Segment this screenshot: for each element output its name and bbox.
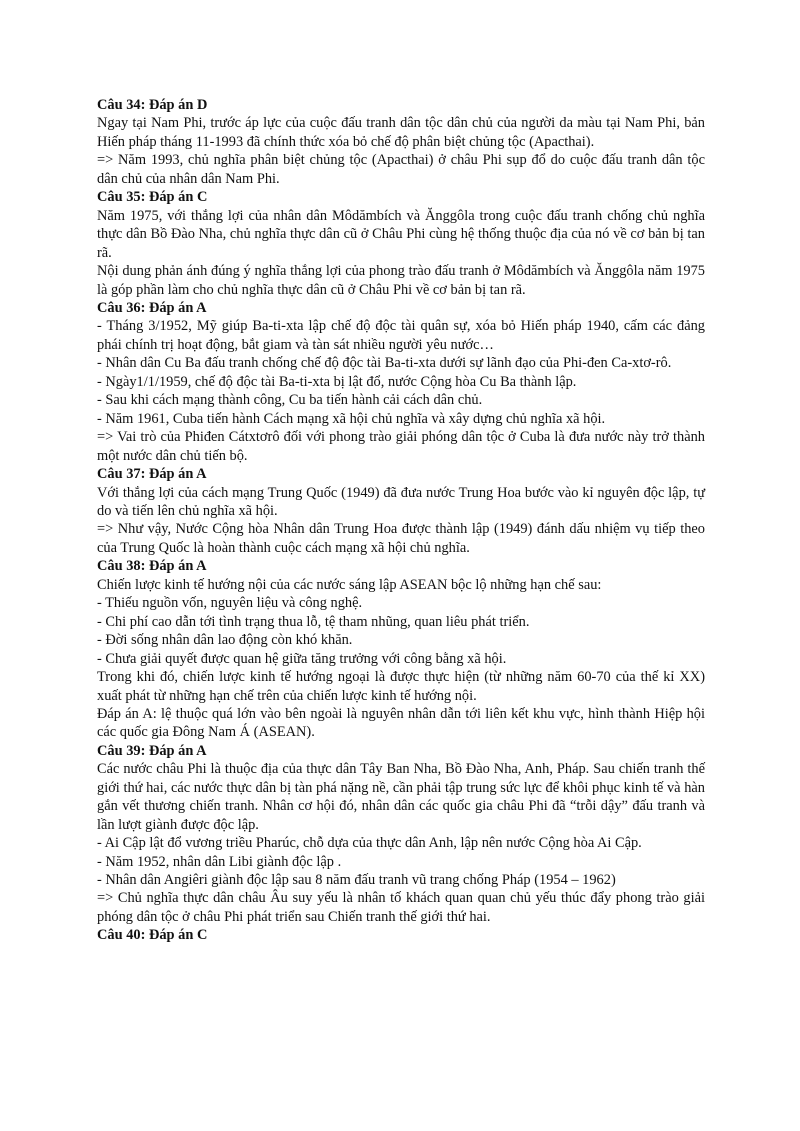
answer-paragraph: Đáp án A: lệ thuộc quá lớn vào bên ngoài là nguyên nhân dẫn tới liên kết khu vực, hình thành Hiệp hội các quốc gia Đông Nam Á (ASEAN). [97,705,705,741]
answer-block [97,926,705,944]
answer-paragraph: Nội dung phản ánh đúng ý nghĩa thắng lợi của phong trào đấu tranh ở Môdămbích và Ănggôla năm 1975 là góp phần làm cho chủ nghĩa thực dân cũ ở Châu Phi về cơ bản bị tan rã. [97,263,705,298]
answer-heading: Câu 36: Đáp án A [97,299,207,316]
answer-block [97,742,705,927]
answer-paragraph: Các nước châu Phi là thuộc địa của thực dân Tây Ban Nha, Bồ Đào Nha, Anh, Pháp. Sau chiến tranh thế giới thứ hai, các nước thực dân bị tàn phá nặng nề, cần phải tập trung sức lực để khôi phục kinh tế và hàn gắn vết thương chiến tranh. Nhân cơ hội đó, nhân dân các quốc gia châu Phi đã “trỗi dậy” đấu tranh và lần lượt giành được độc lập. [97,761,705,833]
answer-paragraph: Với thắng lợi của cách mạng Trung Quốc (1949) đã đưa nước Trung Hoa bước vào kỉ nguyên độc lập, tự do và tiến lên chủ nghĩa xã hội. [97,484,705,519]
answer-block [97,96,705,188]
answer-paragraph: - Chi phí cao dẫn tới tình trạng thua lỗ, tệ tham nhũng, quan liêu phát triển. [97,613,530,630]
answer-paragraph: => Năm 1993, chủ nghĩa phân biệt chủng tộc (Apacthai) ở châu Phi sụp đổ do cuộc đấu tranh dân tộc dân chủ của nhân dân Nam Phi. [97,152,705,187]
answer-block [97,188,705,299]
answer-paragraph: => Vai trò của Phiđen Cátxtơrô đối với phong trào giải phóng dân tộc ở Cuba là đưa nước này trở thành một nước dân chủ tiến bộ. [97,429,705,464]
answer-block [97,299,705,465]
answer-paragraph: Ngay tại Nam Phi, trước áp lực của cuộc đấu tranh dân tộc dân chủ của người da màu tại Nam Phi, bản Hiến pháp tháng 11-1993 đã chính thức xóa bỏ chế độ phân biệt chủng tộc (Apacthai). [97,115,705,150]
answer-heading: Câu 38: Đáp án A [97,558,207,575]
answer-paragraph: - Sau khi cách mạng thành công, Cu ba tiến hành cải cách dân chủ. [97,392,483,409]
answer-heading: Câu 39: Đáp án A [97,742,207,759]
answer-paragraph: Chiến lược kinh tế hướng nội của các nước sáng lập ASEAN bộc lộ những hạn chế sau: [97,576,602,593]
document-page [97,96,705,945]
answer-paragraph: => Như vậy, Nước Cộng hòa Nhân dân Trung Hoa được thành lập (1949) đánh dấu nhiệm vụ tiếp theo của Trung Quốc là hoàn thành cuộc cách mạng xã hội chủ nghĩa. [97,521,705,556]
answer-paragraph: => Chủ nghĩa thực dân châu Âu suy yếu là nhân tố khách quan quan chủ yếu thúc đẩy phong trào giải phóng dân tộc ở châu Phi phát triển sau Chiến tranh thế giới thứ hai. [97,890,705,925]
answer-block [97,465,705,557]
answer-paragraph: Năm 1975, với thắng lợi của nhân dân Môdămbích và Ănggôla trong cuộc đấu tranh chống chủ nghĩa thực dân Bồ Đào Nha, chủ nghĩa thực dân cũ ở Châu Phi cùng hệ thống thuộc địa của nó về cơ bản bị tan rã. [97,207,705,261]
answer-paragraph: Trong khi đó, chiến lược kinh tế hướng ngoại là được thực hiện (từ những năm 60-70 của thế kỉ XX) xuất phát từ những hạn chế trên của chiến lược kinh tế hướng nội. [97,669,705,704]
answer-paragraph: - Ai Cập lật đổ vương triều Pharúc, chỗ dựa của thực dân Anh, lập nên nước Cộng hòa Ai Cập. [97,835,642,852]
answer-block [97,557,705,742]
answer-paragraph: - Đời sống nhân dân lao động còn khó khăn. [97,632,353,649]
answer-heading: Câu 40: Đáp án C [97,927,208,944]
answer-paragraph: - Chưa giải quyết được quan hệ giữa tăng trưởng với công bằng xã hội. [97,650,507,667]
answer-paragraph: - Năm 1952, nhân dân Libi giành độc lập . [97,853,342,870]
answer-paragraph: - Tháng 3/1952, Mỹ giúp Ba-ti-xta lập chế độ độc tài quân sự, xóa bỏ Hiến pháp 1940, cấm các đảng phái chính trị hoạt động, bắt giam và tàn sát nhiều người yêu nước… [97,318,705,353]
answer-heading: Câu 34: Đáp án D [97,97,208,113]
answer-paragraph: - Năm 1961, Cuba tiến hành Cách mạng xã hội chủ nghĩa và xây dựng chủ nghĩa xã hội. [97,410,606,427]
answer-heading: Câu 35: Đáp án C [97,189,208,206]
answer-paragraph: - Nhân dân Angiêri giành độc lập sau 8 năm đấu tranh vũ trang chống Pháp (1954 – 1962) [97,872,616,889]
answer-paragraph: - Thiếu nguồn vốn, nguyên liệu và công nghệ. [97,595,363,612]
answer-paragraph: - Ngày1/1/1959, chế độ độc tài Ba-ti-xta bị lật đổ, nước Cộng hòa Cu Ba thành lập. [97,373,577,390]
answer-heading: Câu 37: Đáp án A [97,466,207,483]
answer-paragraph: - Nhân dân Cu Ba đấu tranh chống chế độ độc tài Ba-ti-xta dưới sự lãnh đạo của Phi-đen Ca-xtơ-rô. [97,355,672,372]
